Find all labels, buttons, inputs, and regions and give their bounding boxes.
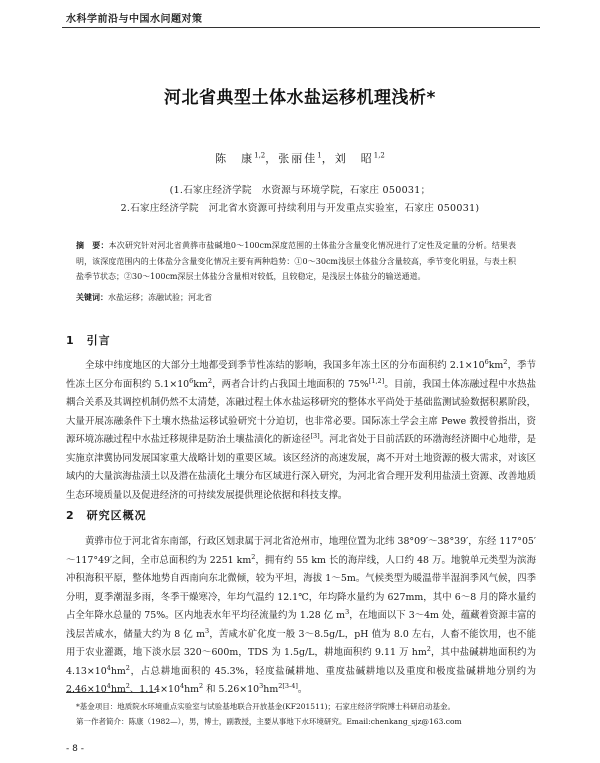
footnote-funding: *基金项目：地质院水环境重点实验室与试验基地联合开放基金(KF201511)；石家庄经济学院博士科研启动基金。 [76, 702, 456, 711]
keywords-text: 水盐运移；冻融试验；河北省 [108, 293, 212, 302]
text-run: 。 [297, 684, 308, 695]
text-run: km [488, 360, 504, 371]
text-run: ，拥有约 55 km 长的海岸线，人口约 48 万。地貌单元类型为滨海冲积海积平原，整体地势自西南向东北微倾，较为平坦，海拔 1～5m。气候类型为暖温带半湿润季风气候，四季分明，夏季潮湿多雨，冬季干燥寒冷，年均气温约 12.1℃，年均降水量约为 627mm，其中 6～8 月的降水量约占全年降水总量的 75%。区内地表水年平均径流量约为 1.28 亿 m [66, 554, 536, 621]
running-head: 水科学前沿与中国水问题对策 [66, 14, 203, 25]
affiliation-2: 2.石家庄经济学院 河北省水资源可持续利用与开发重点实验室，石家庄 050031) [120, 203, 480, 214]
superscript: 4 [106, 663, 111, 672]
affiliation-1: (1.石家庄经济学院 水资源与环境学院，石家庄 050031； [169, 185, 431, 196]
superscript: 3 [345, 607, 350, 616]
author-name: 陈 康 [215, 152, 255, 165]
footnote-author-bio: 第一作者简介：陈康（1982—），男，博士，副教授，主要从事地下水环境研究。Email:chenkang_sjz@163.com [76, 717, 462, 726]
text-run: 黄骅市位于河北省东南部，行政区划隶属于河北省沧州市，地理位置为北纬 38°09′～38°39′，东经 117°05′～117°49′之间，全市总面积约为 2251 km [66, 536, 536, 566]
text-run: ，苦咸水矿化度一般 3～8.5g/L，pH 值为 8.0 左右，人畜不能饮用，也不能用于农业灌溉，地下淡水层 320～600m，TDS 为 1.5g/L，耕地面积约 9.11 万 hm [66, 628, 536, 658]
author-separator: ， [321, 152, 335, 165]
author-affiliation-mark: 1,2 [254, 151, 266, 160]
author-affiliation-mark: 1 [317, 151, 322, 160]
superscript: 4 [106, 681, 111, 690]
author-name: 刘 昭 [334, 152, 374, 165]
abstract-text: 本次研究针对河北省黄骅市盐碱地0～100cm深度范围的土体盐分含量变化情况进行了定性及定量的分析。结果表明，该深度范围内的土体盐分含量变化情况主要有两种趋势：①0～30cm浅层土体盐分含量较高，季节变化明显，与表土积盐季节状态；②30～100cm深层土体盐分含量相对较低，且较稳定，是浅层土体盐分的输送通道。 [76, 241, 517, 281]
superscript: 2 [503, 357, 508, 366]
abstract [76, 238, 516, 285]
keywords [76, 292, 516, 303]
header-rule [62, 27, 540, 28]
superscript: 6 [189, 376, 194, 385]
text-run: ，在地面以下 3～4m 处，蕴藏着资源丰富的浅层苦咸水，储量大约为 8 亿 m [66, 610, 537, 640]
text-run: hm [110, 665, 126, 677]
footnote-rule [66, 692, 156, 693]
superscript: 2 [207, 376, 212, 385]
section-heading-study-area: 2 研究区概况 [66, 509, 147, 522]
superscript: 2 [199, 681, 204, 690]
text-run: km [193, 378, 208, 390]
text-run: 全球中纬度地区的大部分土地都受到季节性冻结的影响，我国多年冻土区的分布面积约 2.1×10 [85, 360, 485, 371]
superscript: 2 [278, 681, 283, 690]
citation: [3-4] [282, 681, 298, 690]
superscript: 3 [205, 626, 210, 635]
text-run: 、1.14×10 [129, 684, 180, 695]
text-run: hm [184, 684, 200, 695]
text-run: 和 5.26×10 [203, 684, 260, 695]
author-separator: ， [265, 152, 279, 165]
text-run: ，季节性冻土区分布面积约 5.1×10 [66, 360, 536, 390]
author-affiliation-mark: 1,2 [373, 151, 385, 160]
section-heading-introduction: 1 引言 [66, 334, 111, 347]
superscript: 4 [179, 681, 185, 690]
keywords-label: 关键词： [76, 293, 108, 302]
text-run: ，其中盐碱耕地面积约为 4.13×10 [66, 647, 536, 677]
paper-title: 河北省典型土体水盐运移机理浅析* [164, 88, 436, 108]
superscript: 6 [484, 357, 489, 366]
citation: [1,2] [368, 376, 385, 385]
text-run: hm [263, 684, 279, 695]
superscript: 2 [426, 644, 431, 653]
superscript: 2 [251, 552, 256, 561]
text-run: ，两者合计约占我国土地面积的 75% [212, 378, 369, 390]
abstract-label: 摘 要： [76, 241, 109, 250]
superscript: 2 [125, 681, 130, 690]
page-number: - 8 - [66, 744, 84, 754]
author-list [0, 150, 600, 166]
text-run: 。河北省处于目前活跃的环渤海经济圈中心地带，是实施京津冀协同发展国家重大战略计划的重要区域。该区经济的高速发展，离不开对土地资源的极大需求，对该区域内的大量滨海盐渍土以及潜在盐渍化土壤分布区域进行深入研究，为河北省合理开发利用盐渍土资源、改善地质生态环境质量以及促进经济的可持续发展提供理论依据和科技支撑。 [66, 434, 536, 501]
text-run: ，占总耕地面积的 45.3%，轻度盐碱耕地、重度盐碱耕地以及重度和极度盐碱耕地分别约为 2.46×10 [66, 665, 536, 695]
study-area-paragraph [66, 533, 536, 700]
citation: [3] [310, 431, 320, 440]
text-run: 。目前，我国土体冻融过程中水热盐耦合关系及其调控机制仍然不太清楚，冻融过程土体水盐运移研究的整体水平尚处于基础监测试验数据积累阶段，大量开展冻融条件下土壤水热盐运移试验研究十分迫切，也非常必要。国际冻土学会主席 Pewe 教授曾指出，资源环境冻融过程中水盐迁移规律是防治土壤盐渍化的新途径 [66, 378, 536, 445]
superscript: 3 [259, 681, 264, 690]
superscript: 2 [125, 663, 130, 672]
text-run: hm [110, 684, 126, 695]
introduction-paragraph [66, 357, 536, 505]
author-name: 张丽佳 [278, 152, 318, 165]
